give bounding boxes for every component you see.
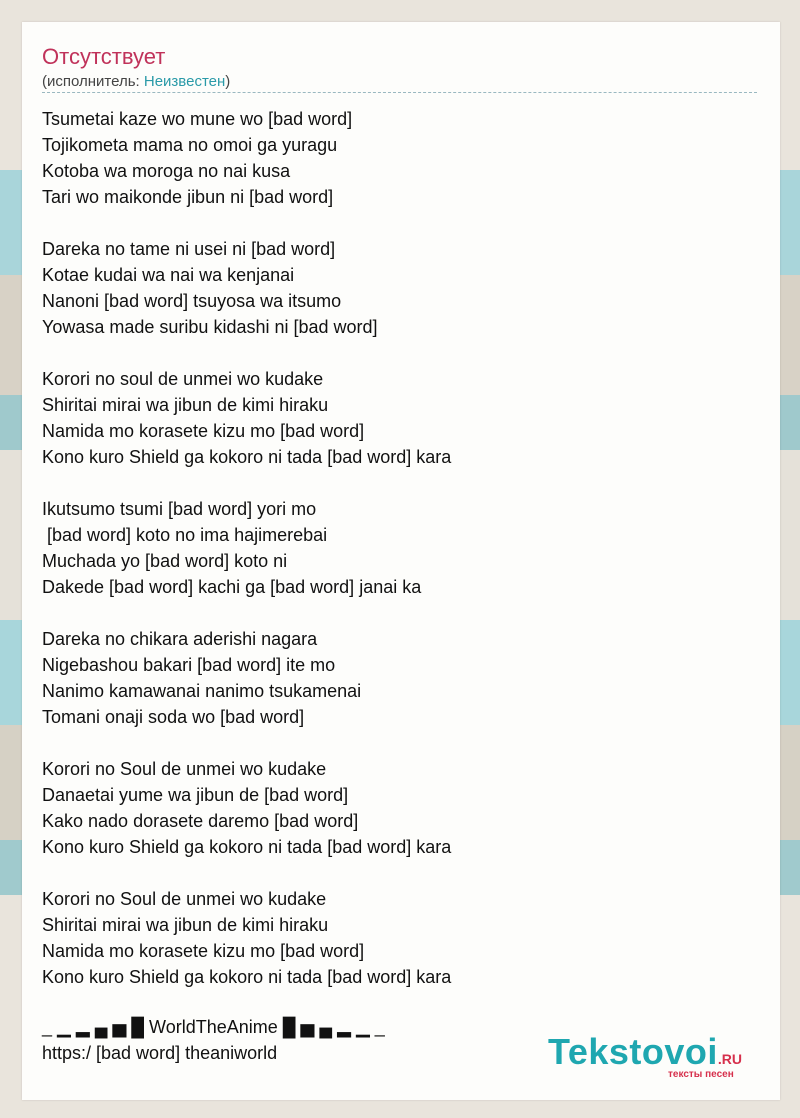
lyric-line: Kotae kudai wa nai wa kenjanai [42, 265, 295, 285]
lyric-line: Shiritai mirai wa jibun de kimi hiraku [42, 915, 329, 935]
stanza [42, 756, 451, 860]
stanza [42, 106, 451, 210]
site-logo[interactable] [548, 1031, 742, 1080]
lyric-line: Kako nado dorasete daremo [bad word] [42, 811, 359, 831]
lyric-line: Tsumetai kaze wo mune wo [bad word] [42, 109, 353, 129]
lyric-line: Dakede [bad word] kachi ga [bad word] janai ka [42, 577, 422, 597]
stanza [42, 626, 451, 730]
lyric-line: Tojikometa mama no omoi ga yuragu [42, 135, 338, 155]
song-title: Отсутствует [42, 44, 166, 69]
lyric-line: Yowasa made suribu kidashi ni [bad word] [42, 317, 378, 337]
logo-tld: .RU [717, 1051, 742, 1067]
lyric-line: Danaetai yume wa jibun de [bad word] [42, 785, 349, 805]
lyric-line: Kono kuro Shield ga kokoro ni tada [bad word] kara [42, 837, 452, 857]
lyrics-sheet [22, 22, 780, 1100]
stanza [42, 886, 451, 990]
lyric-line: Tomani onaji soda wo [bad word] [42, 707, 305, 727]
artist-link[interactable]: Неизвестен [143, 73, 226, 90]
logo-tagline: тексты песен [668, 1069, 734, 1080]
artist-prefix: (исполнитель: [42, 73, 144, 90]
logo-text: Tekstovoi [548, 1031, 718, 1072]
lyric-line: Nanimo kamawanai nanimo tsukamenai [42, 681, 362, 701]
divider [42, 92, 757, 93]
artist-suffix: ) [225, 73, 231, 90]
lyric-line: Tari wo maikonde jibun ni [bad word] [42, 187, 334, 207]
lyric-line: Korori no soul de unmei wo kudake [42, 369, 324, 389]
lyric-line: [bad word] koto no ima hajimerebai [42, 525, 328, 545]
lyric-line: Nanoni [bad word] tsuyosa wa itsumo [42, 291, 342, 311]
lyric-line: Korori no Soul de unmei wo kudake [42, 759, 327, 779]
lyric-line: Muchada yo [bad word] koto ni [42, 551, 288, 571]
lyrics-body [42, 106, 451, 1016]
footer-block [42, 1014, 385, 1066]
lyric-line: Namida mo korasete kizu mo [bad word] [42, 421, 365, 441]
stanza [42, 496, 451, 600]
lyric-line: Ikutsumo tsumi [bad word] yori mo [42, 499, 317, 519]
lyric-line: Kono kuro Shield ga kokoro ni tada [bad word] kara [42, 447, 452, 467]
lyric-line: Kono kuro Shield ga kokoro ni tada [bad word] kara [42, 967, 452, 987]
stanza [42, 366, 451, 470]
lyric-line: Korori no Soul de unmei wo kudake [42, 889, 327, 909]
lyric-line: Kotoba wa moroga no nai kusa [42, 161, 291, 181]
footer-link: https:/ [bad word] theaniworld [42, 1043, 278, 1063]
footer-banner: _ ▁ ▂ ▄ ▅ █ WorldTheAnime █ ▅ ▄ ▂ ▁ _ [42, 1017, 385, 1037]
lyric-line: Shiritai mirai wa jibun de kimi hiraku [42, 395, 329, 415]
lyric-line: Dareka no chikara aderishi nagara [42, 629, 318, 649]
lyric-line: Dareka no tame ni usei ni [bad word] [42, 239, 336, 259]
lyric-line: Nigebashou bakari [bad word] ite mo [42, 655, 336, 675]
artist-line [42, 73, 230, 91]
lyric-line: Namida mo korasete kizu mo [bad word] [42, 941, 365, 961]
stanza [42, 236, 451, 340]
